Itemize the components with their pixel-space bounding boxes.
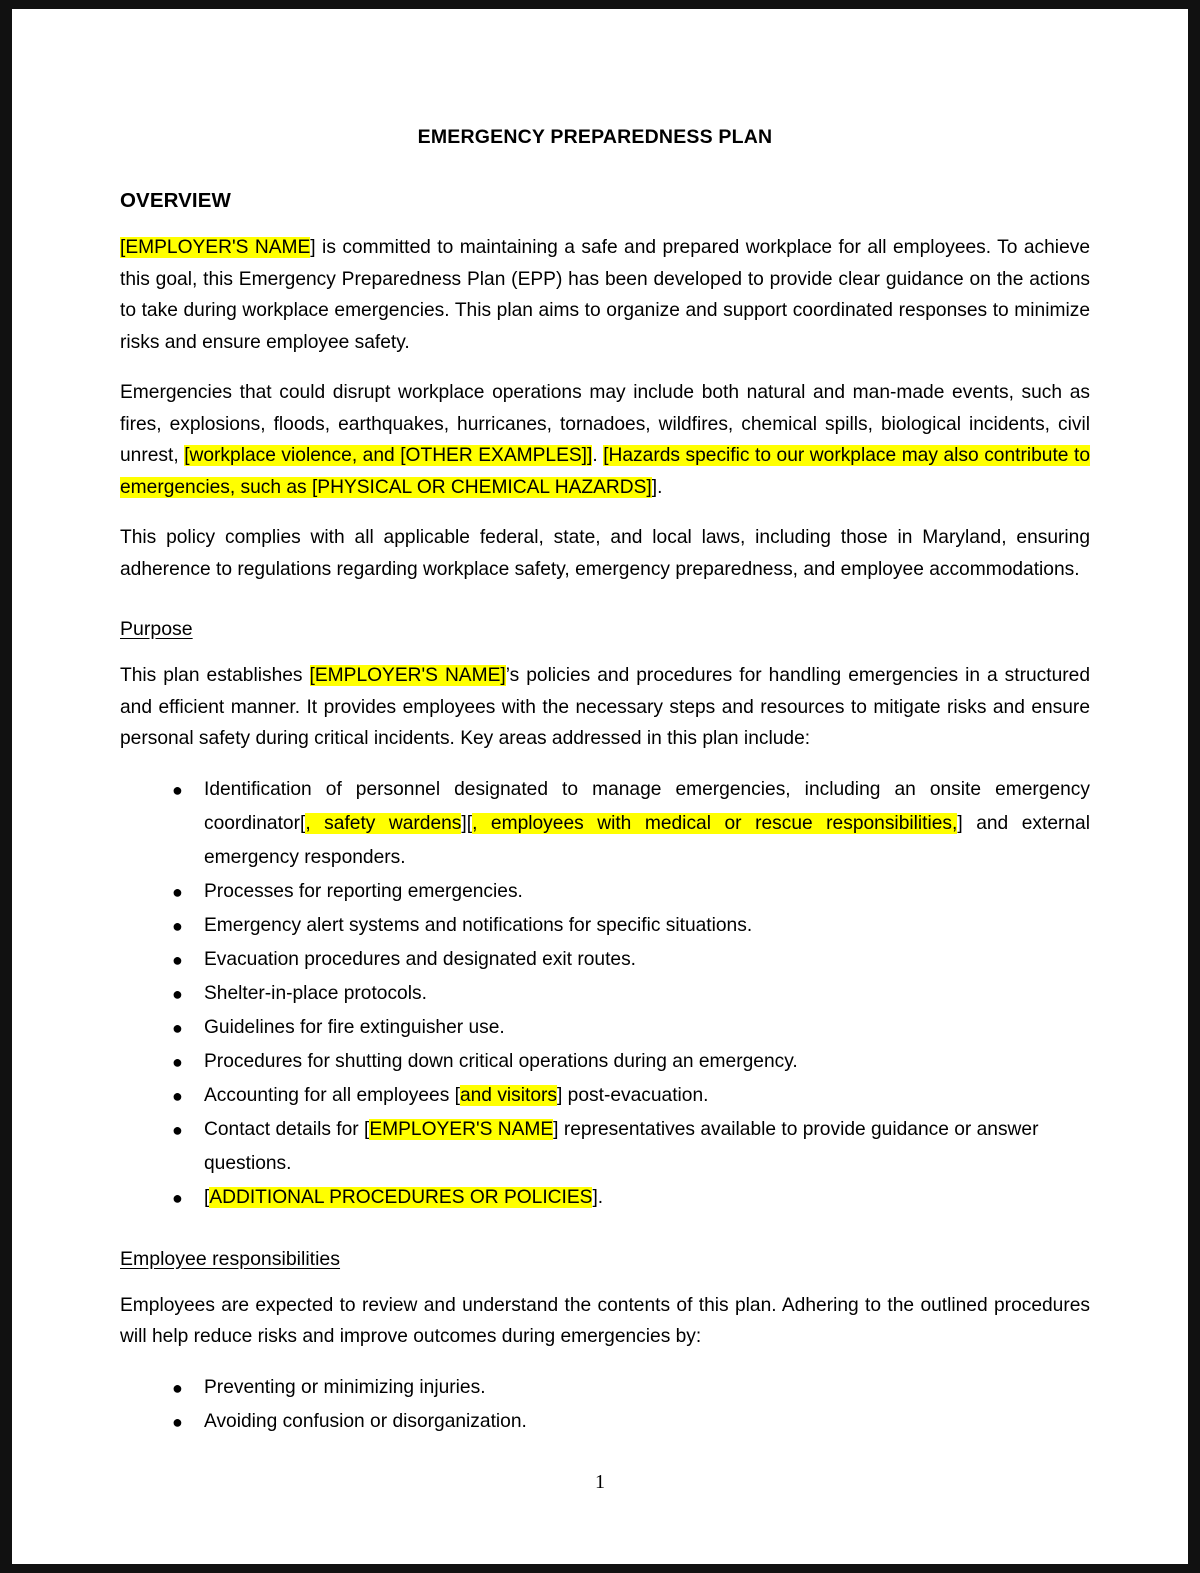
overview-paragraph-2-text-a: Emergencies that could disrupt workplace operations may include both natural and man-made events, such as fires, explosions, floods, earthquakes, hurricanes, tornadoes, wildfires, chemical spills, biological incidents, civil unrest,: [120, 382, 1090, 466]
list-item: [120, 1045, 1090, 1079]
list-item: [120, 943, 1090, 977]
bullet-icon: ●: [172, 1119, 183, 1140]
list-item-text: Evacuation procedures and designated exit routes.: [204, 948, 636, 970]
list-item: [120, 909, 1090, 943]
bullet-icon: ●: [172, 915, 183, 936]
list-item-text: Emergency alert systems and notifications for specific situations.: [204, 914, 753, 936]
heading-purpose: Purpose: [120, 618, 193, 640]
list-item-text-a: Identification of personnel designated to manage emergencies, including an onsite emergency coordinator[: [204, 778, 1090, 834]
overview-paragraph-1-text: ] is committed to maintaining a safe and prepared workplace for all employees. To achieve this goal, this Emergency Preparedness Plan (EPP) has been developed to provide clear guidance on the actions to take during workplace emergencies. This plan aims to organize and support coordinated responses to minimize risks and ensure employee safety.: [120, 237, 1091, 353]
purpose-intro-text-a: This plan establishes: [120, 665, 310, 686]
bullet-icon: ●: [172, 1411, 183, 1432]
overview-paragraph-2-text-c: ].: [651, 476, 663, 498]
list-item: [120, 875, 1090, 909]
bullet-icon: ●: [172, 1051, 183, 1072]
document-page: [12, 9, 1188, 1564]
list-item: [120, 1405, 1090, 1439]
list-item: [120, 773, 1090, 875]
bullet-icon: ●: [172, 1017, 183, 1038]
employee-responsibilities-intro: Employees are expected to review and understand the contents of this plan. Adhering to the outlined procedures will help reduce risks and improve outcomes during emergencies by:: [120, 1294, 1090, 1347]
heading-overview: OVERVIEW: [120, 189, 231, 212]
bullet-icon: ●: [172, 1085, 183, 1106]
placeholder-employer-name-3: EMPLOYER'S NAME: [369, 1118, 554, 1140]
overview-paragraph-1: [120, 232, 1090, 358]
list-item-text-b: ][: [461, 812, 473, 834]
list-item: [120, 977, 1090, 1011]
placeholder-other-examples: [workplace violence, and [OTHER EXAMPLES]]: [184, 445, 593, 466]
placeholder-physical-chemical-hazards: [Hazards specific to our workplace may also contribute to emergencies, such as [PHYSICAL OR CHEMICAL HAZARDS]: [120, 445, 1090, 498]
list-item-text-c: ] and external emergency responders.: [204, 812, 1090, 868]
purpose-bullet-list: [120, 773, 1090, 1215]
overview-paragraph-3: This policy complies with all applicable federal, state, and local laws, including those in Maryland, ensuring adherence to regulations regarding workplace safety, emergency preparedness, and employee accommodations.: [120, 527, 1090, 580]
overview-paragraph-2-text-b: .: [592, 445, 604, 466]
list-item-text-b: ].: [592, 1186, 604, 1208]
list-item: [120, 1181, 1090, 1215]
placeholder-additional-procedures: ADDITIONAL PROCEDURES OR POLICIES: [209, 1186, 593, 1208]
list-item-text: Shelter-in-place protocols.: [204, 982, 427, 1004]
list-item-text-a: [: [204, 1186, 210, 1208]
purpose-intro-text-b: ’s policies and procedures for handling emergencies in a structured and efficient manner. It provides employees with the necessary steps and resources to mitigate risks and ensure personal safety during critical incidents. Key areas addressed in this plan include:: [120, 665, 1090, 749]
list-item: [120, 1079, 1090, 1113]
document-body: [120, 11, 1090, 1439]
bullet-icon: ●: [172, 881, 183, 902]
bullet-icon: ●: [172, 1377, 183, 1398]
placeholder-employer-name-2: [EMPLOYER'S NAME]: [309, 665, 506, 686]
list-item-text: Preventing or minimizing injuries.: [204, 1376, 486, 1398]
list-item-text: Guidelines for fire extinguisher use.: [204, 1016, 505, 1038]
heading-employee-responsibilities: Employee responsibilities: [120, 1247, 341, 1270]
list-item: [120, 1371, 1090, 1405]
list-item: [120, 1011, 1090, 1045]
purpose-intro-paragraph: [120, 660, 1090, 755]
list-item-text-a: Contact details for [: [204, 1118, 370, 1140]
page-number: 1: [595, 1471, 605, 1493]
employee-responsibilities-bullet-list: [120, 1371, 1090, 1439]
document-title: EMERGENCY PREPAREDNESS PLAN: [417, 126, 773, 148]
list-item-text: Procedures for shutting down critical operations during an emergency.: [204, 1050, 798, 1072]
overview-paragraph-2: [120, 377, 1090, 503]
bullet-icon: ●: [172, 949, 183, 970]
placeholder-medical-rescue-responsibilities: , employees with medical or rescue responsibilities,: [472, 812, 958, 834]
placeholder-safety-wardens: , safety wardens: [305, 812, 462, 834]
list-item-text-b: ] post-evacuation.: [557, 1084, 709, 1106]
list-item: [120, 1113, 1090, 1181]
list-item-text-a: Accounting for all employees [: [204, 1084, 460, 1106]
placeholder-employer-name-1: [EMPLOYER'S NAME: [120, 237, 311, 258]
list-item-text: Avoiding confusion or disorganization.: [204, 1410, 527, 1432]
list-item-text: Processes for reporting emergencies.: [204, 880, 523, 902]
bullet-icon: ●: [172, 1187, 183, 1208]
bullet-icon: ●: [172, 983, 183, 1004]
bullet-icon: ●: [172, 779, 183, 800]
list-item-text-b: ] representatives available to provide guidance or answer questions.: [204, 1118, 1039, 1174]
placeholder-and-visitors: and visitors: [459, 1084, 558, 1106]
